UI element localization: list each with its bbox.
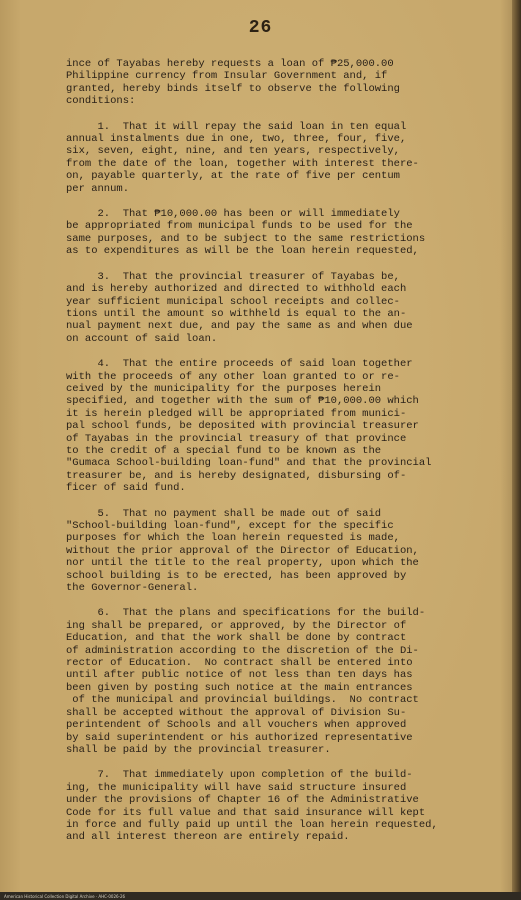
page-number: 26 <box>248 18 273 38</box>
condition-1-paragraph: 1. That it will repay the said loan in ten equal annual instalments due in one, two, three, four, five, six, seven, eight, nine, and ten years, respectively, from the date of the loan, together with interest there- on, payable quarterly, at the rate of five per centum per annum. <box>66 120 419 195</box>
condition-6-paragraph: 6. That the plans and specifications for the build- ing shall be prepared, or approved, by the Director of Education, and that the work shall be done by contract of administration according to the discretion of the Di- rector of Education. No contract shall be entered into until after public notice of not less than ten days has been given by posting such notice at the main entrances of the municipal and provincial buildings. No contract shall be accepted without the approval of Division Su- perintendent of Schools and all vouchers when approved by said superintendent or his authorized representative shall be paid by the provincial treasurer. <box>66 607 426 756</box>
page-edge-shadow <box>512 0 521 900</box>
intro-paragraph: ince of Tayabas hereby requests a loan of ₱25,000.00 Philippine currency from Insular Government and, if granted, hereby binds itself to observe the following conditions: <box>66 58 400 108</box>
condition-7-paragraph: 7. That immediately upon completion of the build- ing, the municipality will have said structure insured under the provisions of Chapter 16 of the Administrative Code for its full value and that said insurance will kept in force and fully paid up until the loan herein requested, and all interest thereon are entirely repaid. <box>66 769 438 844</box>
document-body <box>66 58 498 857</box>
condition-2-paragraph: 2. That ₱10,000.00 has been or will immediately be appropriated from municipal funds to be used for the same purposes, and to be subject to the same restrictions as to expenditures as will be the loan herein requested, <box>66 208 426 258</box>
condition-5-paragraph: 5. That no payment shall be made out of said "School-building loan-fund", except for the specific purposes for which the loan herein requested is made, without the prior approval of the Director of Education, nor until the title to the real property, upon which the school building is to be erected, has been approved by the Governor-General. <box>66 507 419 595</box>
condition-3-paragraph: 3. That the provincial treasurer of Tayabas be, and is hereby authorized and directed to withhold each year sufficient municipal school receipts and collec- tions until the amount so withheld is equal to the an- nual payment next due, and pay the same as and when due on account of said loan. <box>66 270 413 345</box>
condition-4-paragraph: 4. That the entire proceeds of said loan together with the proceeds of any other loan granted to or re- ceived by the municipality for the purposes herein specified, and together with the sum of ₱10,000.00 which it is herein pledged will be appropriated from munici- pal school funds, be deposited with provincial treasurer of Tayabas in the provincial treasury of that province to the credit of a special fund to be known as the "Gumaca School-building loan-fund" and that the provincial treasurer be, and is hereby designated, disbursing of- ficer of said fund. <box>66 358 432 495</box>
archive-footer-note: American Historical Collection Digital Archive · AHC-0026-26 <box>4 894 126 899</box>
bottom-strip <box>0 892 521 900</box>
